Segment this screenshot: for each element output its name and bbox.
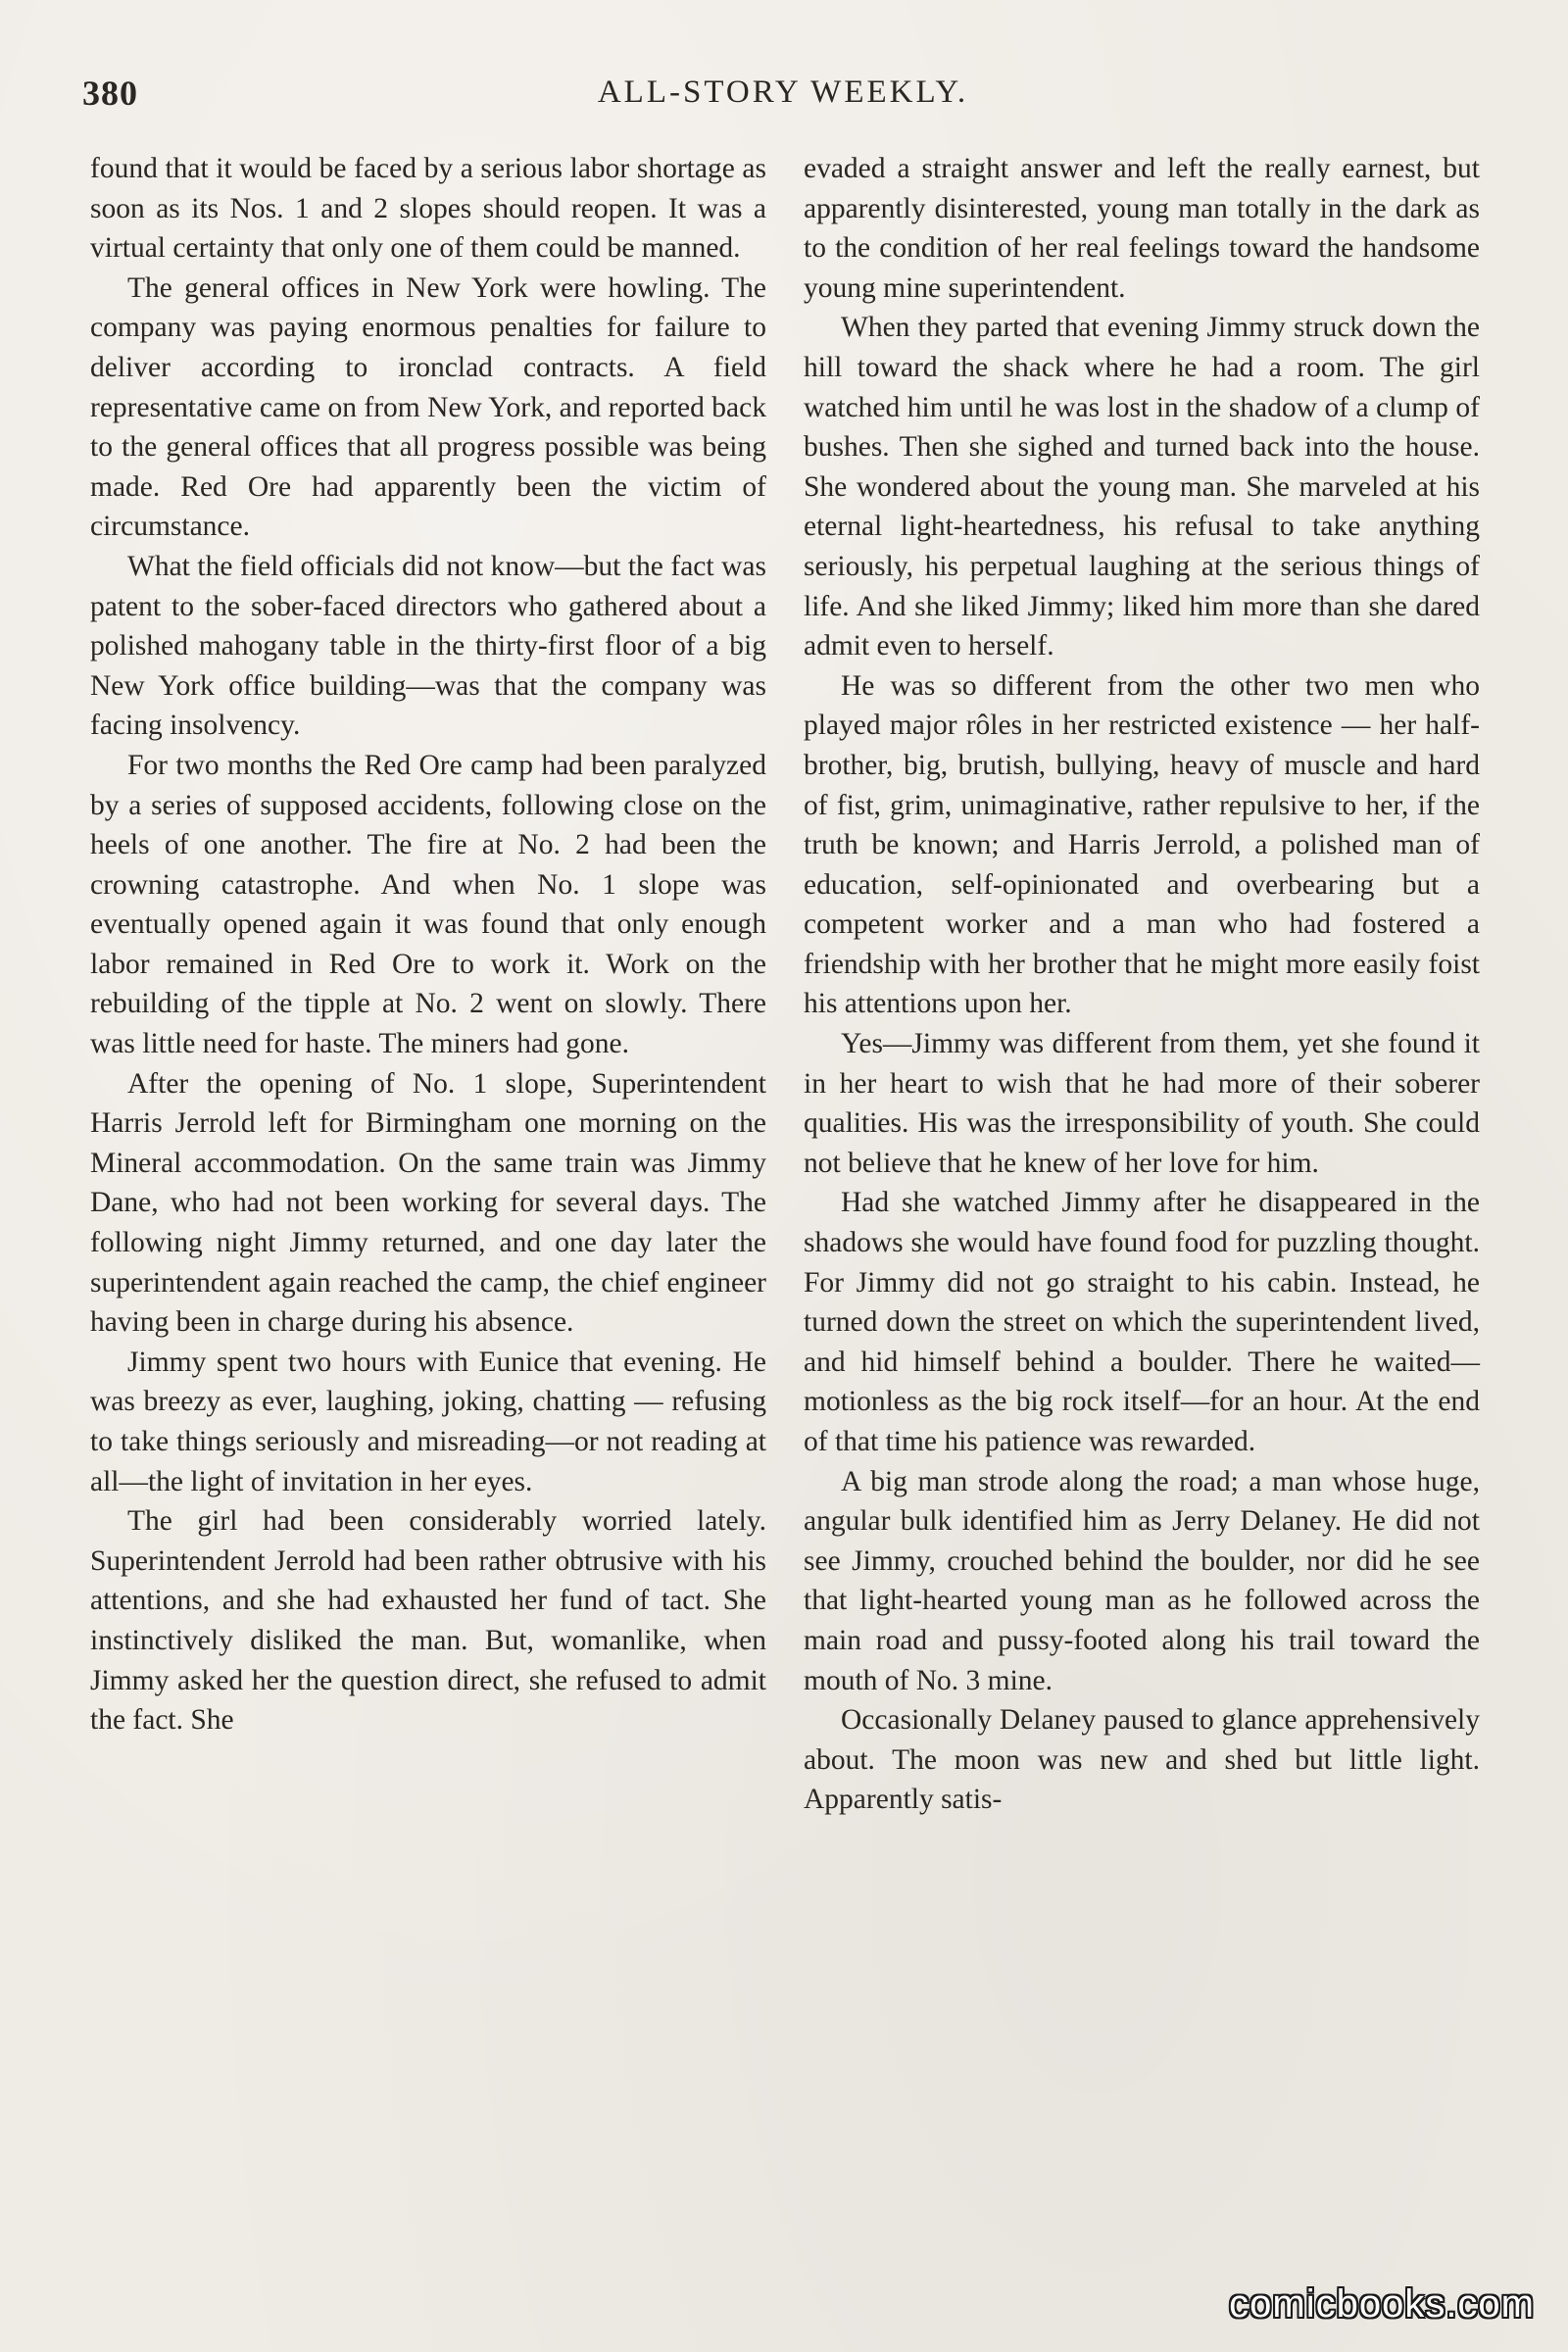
- paragraph: Had she watched Jimmy after he disappeared in the shadows she would have found food for puzzling thought. For Jimmy did not go straight to his cabin. Instead, he turned down the street on which the superintendent lived, and hid himself behind a boulder. There he waited—motionless as the big rock itself—for an hour. At the end of that time his patience was rewarded.: [804, 1187, 1480, 1457]
- paragraph: Yes—Jimmy was different from them, yet she found it in her heart to wish that he had more of their soberer qualities. His was the irresponsibility of youth. She could not believe that he knew of her love for him.: [804, 1028, 1480, 1179]
- right-column: [804, 149, 1480, 1820]
- paragraph: Jimmy spent two hours with Eunice that evening. He was breezy as ever, laughing, joking, chatting — refusing to take things seriously and misreading—or not reading at all—the light of invitation in her eyes.: [90, 1346, 766, 1497]
- left-column: [90, 149, 766, 1740]
- paragraph: The girl had been considerably worried lately. Superintendent Jerrold had been rather obtrusive with his attentions, and she had exhausted her fund of tact. She instinctively disliked the man. But, womanlike, when Jimmy asked her the question direct, she refused to admit the fact. She: [90, 1505, 766, 1737]
- paragraph: After the opening of No. 1 slope, Superintendent Harris Jerrold left for Birmingham one morning on the Mineral accommodation. On the same train was Jimmy Dane, who had not been working for several days. The following night Jimmy returned, and one day later the superintendent again reached the camp, the chief engineer having been in charge during his absence.: [90, 1067, 766, 1339]
- paragraph: found that it would be faced by a serious labor shortage as soon as its Nos. 1 and 2 slopes should reopen. It was a virtual certainty that only one of them could be manned.: [90, 153, 766, 265]
- watermark: comicbooks.com: [1229, 2282, 1535, 2326]
- paragraph: For two months the Red Ore camp had been paralyzed by a series of supposed accidents, following close on the heels of one another. The fire at No. 2 had been the crowning catastrophe. And when No. 1 slope was eventually opened again it was found that only enough labor remained in Red Ore to work it. Work on the rebuilding of the tipple at No. 2 went on slowly. There was little need for haste. The miners had gone.: [90, 749, 766, 1060]
- page-header: [82, 73, 1484, 122]
- paragraph: Occasionally Delaney paused to glance apprehensively about. The moon was new and shed but little light. Apparently satis-: [804, 1704, 1480, 1816]
- running-head: ALL-STORY WEEKLY.: [597, 74, 969, 110]
- paragraph: evaded a straight answer and left the really earnest, but apparently disinterested, young man totally in the dark as to the condition of her real feelings toward the handsome young mine superintendent.: [804, 153, 1480, 304]
- paragraph: He was so different from the other two men who played major rôles in her restricted existence — her half-brother, big, brutish, bullying, heavy of muscle and hard of fist, grim, unimaginative, rather repulsive to her, if the truth be known; and Harris Jerrold, a polished man of education, self-opinionated and overbearing but a competent worker and a man who had fostered a friendship with her brother that he might more easily foist his attentions upon her.: [804, 669, 1480, 1020]
- paragraph: When they parted that evening Jimmy struck down the hill toward the shack where he had a room. The girl watched him until he was lost in the shadow of a clump of bushes. Then she sighed and turned back into the house. She wondered about the young man. She marveled at his eternal light-heartedness, his refusal to take anything seriously, his perpetual laughing at the serious things of life. And she liked Jimmy; liked him more than she dared admit even to herself.: [804, 312, 1480, 662]
- paragraph: The general offices in New York were howling. The company was paying enormous penalties for failure to deliver according to ironclad contracts. A field representative came on from New York, and reported back to the general offices that all progress possible was being made. Red Ore had apparently been the victim of circumstance.: [90, 271, 766, 543]
- paragraph: What the field officials did not know—but the fact was patent to the sober-faced directors who gathered about a polished mahogany table in the thirty-first floor of a big New York office building—was that the company was facing insolvency.: [90, 550, 766, 742]
- paragraph: A big man strode along the road; a man whose huge, angular bulk identified him as Jerry Delaney. He did not see Jimmy, crouched behind the boulder, nor did he see that light-hearted young man as he followed across the main road and pussy-footed along his trail toward the mouth of No. 3 mine.: [804, 1465, 1480, 1696]
- page-number: 380: [82, 74, 138, 113]
